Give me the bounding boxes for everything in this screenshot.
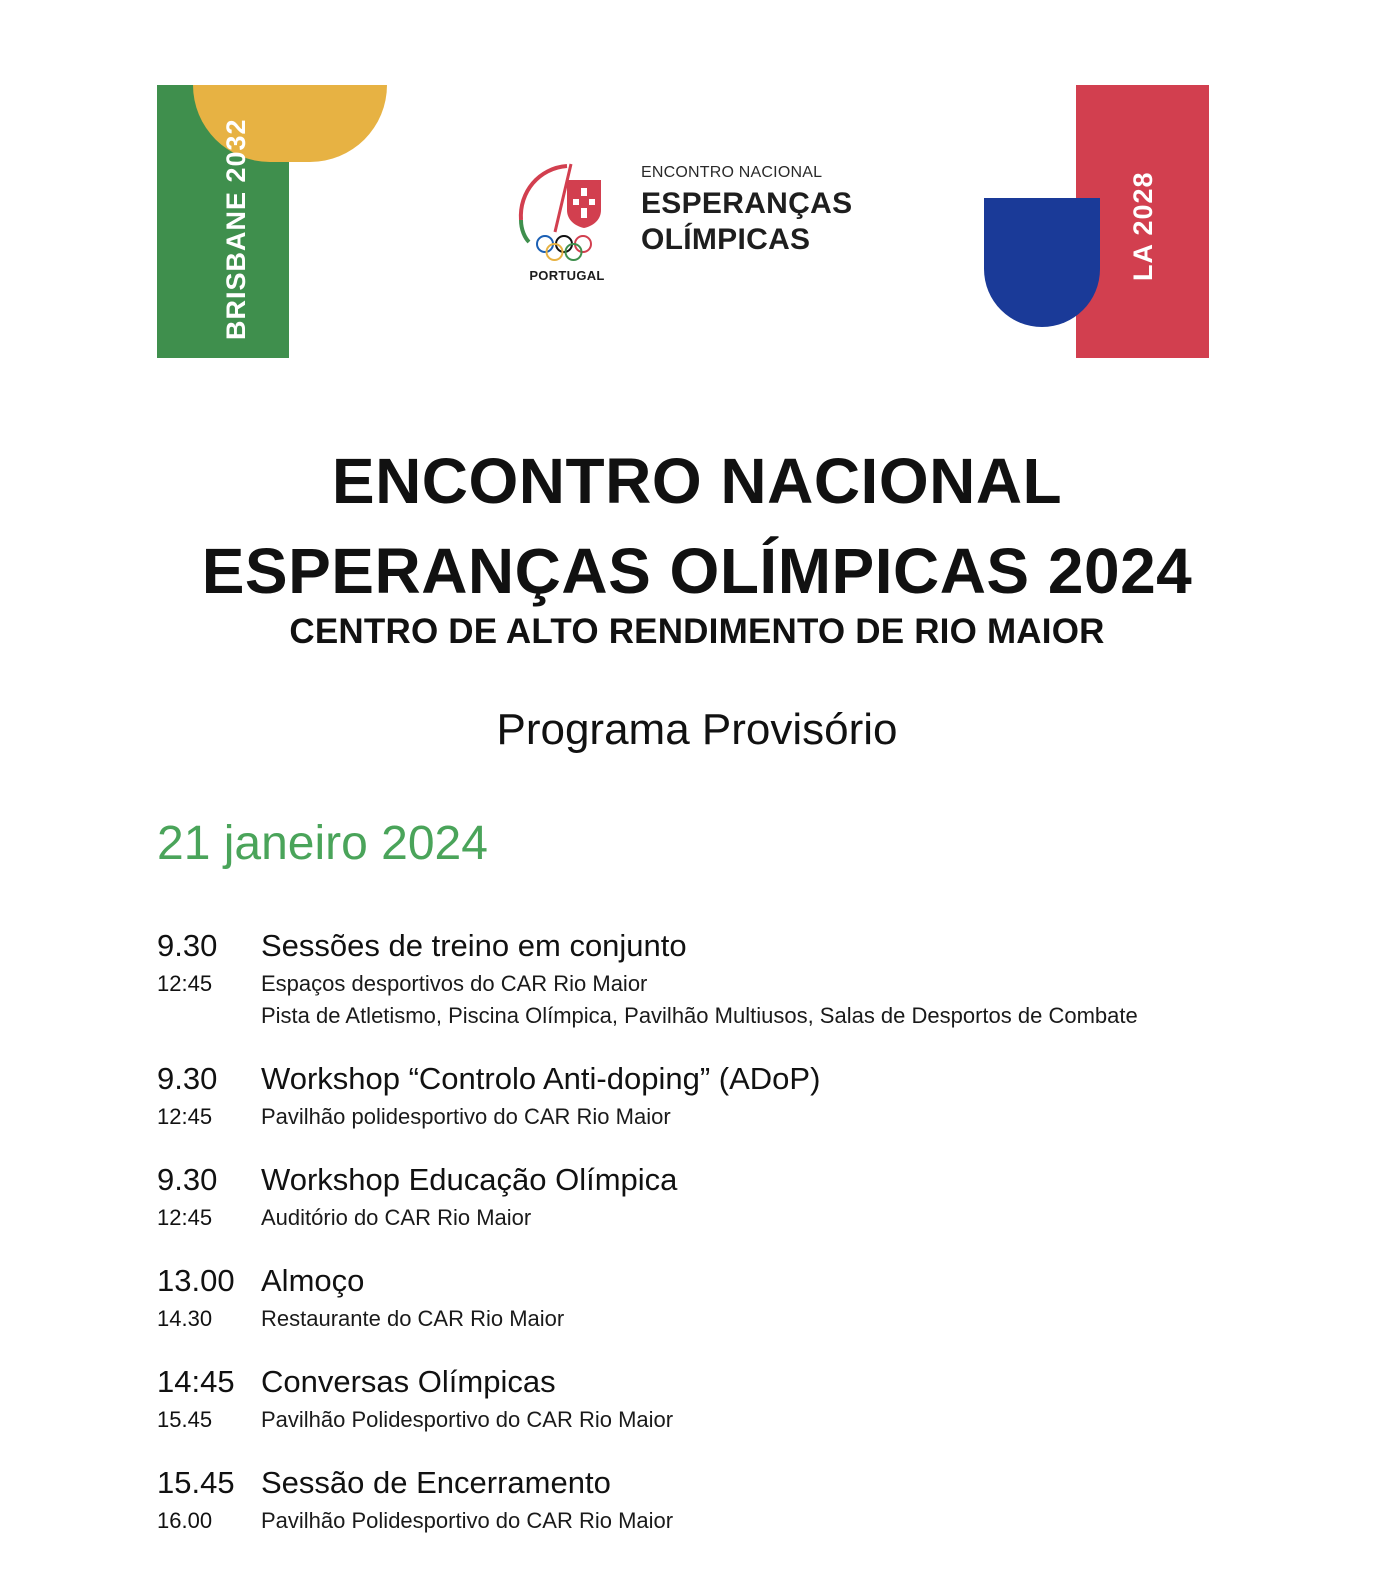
olympic-emblem-icon: [515, 158, 615, 268]
program-heading: Programa Provisório: [496, 705, 898, 754]
event-location: Pavilhão polidesportivo do CAR Rio Maior: [261, 1104, 671, 1129]
event-title: Almoço: [261, 1263, 365, 1298]
page-subtitle: CENTRO DE ALTO RENDIMENTO DE RIO MAIOR: [289, 612, 1105, 651]
event-location: Pavilhão Polidesportivo do CAR Rio Maior: [261, 1508, 674, 1533]
schedule-item: [157, 924, 1277, 1032]
brisbane-banner-label: BRISBANE 2032: [221, 118, 251, 340]
end-time: 12:45: [157, 1104, 213, 1129]
event-location: Pista de Atletismo, Piscina Olímpica, Pavilhão Multiusos, Salas de Desportos de Combate: [261, 1003, 1138, 1028]
start-time: 9.30: [157, 928, 218, 963]
event-date: 21 janeiro 2024: [157, 817, 488, 870]
schedule-item: [157, 1057, 1277, 1133]
schedule-item: [157, 1461, 1277, 1537]
page-title-line2: ESPERANÇAS OLÍMPICAS 2024: [201, 535, 1193, 607]
event-title: Sessões de treino em conjunto: [261, 928, 687, 963]
schedule-list: [157, 924, 1277, 1562]
brisbane-banner-label-wrap: [157, 85, 289, 358]
event-title: Sessão de Encerramento: [261, 1465, 611, 1500]
schedule-item: [157, 1360, 1277, 1436]
page-title: [0, 436, 1394, 616]
start-time: 9.30: [157, 1061, 218, 1096]
end-time: 12:45: [157, 971, 213, 996]
start-time: 15.45: [157, 1465, 235, 1500]
logo-title-line2: OLÍMPICAS: [641, 223, 811, 256]
event-title: Workshop Educação Olímpica: [261, 1162, 678, 1197]
end-time: 15.45: [157, 1407, 213, 1432]
logo-kicker: ENCONTRO NACIONAL: [641, 164, 823, 181]
end-time: 16.00: [157, 1508, 213, 1533]
logo-title-line1: ESPERANÇAS: [641, 187, 853, 220]
logo-title: [641, 186, 852, 258]
schedule-item: [157, 1158, 1277, 1234]
page-title-line1: ENCONTRO NACIONAL: [331, 445, 1063, 517]
event-location: Auditório do CAR Rio Maior: [261, 1205, 532, 1230]
start-time: 9.30: [157, 1162, 218, 1197]
la-banner-label-wrap: [1076, 85, 1209, 358]
start-time: 14:45: [157, 1364, 235, 1399]
event-title: Conversas Olímpicas: [261, 1364, 556, 1399]
schedule-item: [157, 1259, 1277, 1335]
event-location: Espaços desportivos do CAR Rio Maior: [261, 971, 648, 996]
logo-caption: PORTUGAL: [529, 268, 605, 283]
la-banner-label: LA 2028: [1128, 171, 1158, 281]
end-time: 12:45: [157, 1205, 213, 1230]
event-title: Workshop “Controlo Anti-doping” (ADoP): [261, 1061, 821, 1096]
start-time: 13.00: [157, 1263, 235, 1298]
event-location: Pavilhão Polidesportivo do CAR Rio Maior: [261, 1407, 674, 1432]
end-time: 14.30: [157, 1306, 213, 1331]
event-location: Restaurante do CAR Rio Maior: [261, 1306, 565, 1331]
